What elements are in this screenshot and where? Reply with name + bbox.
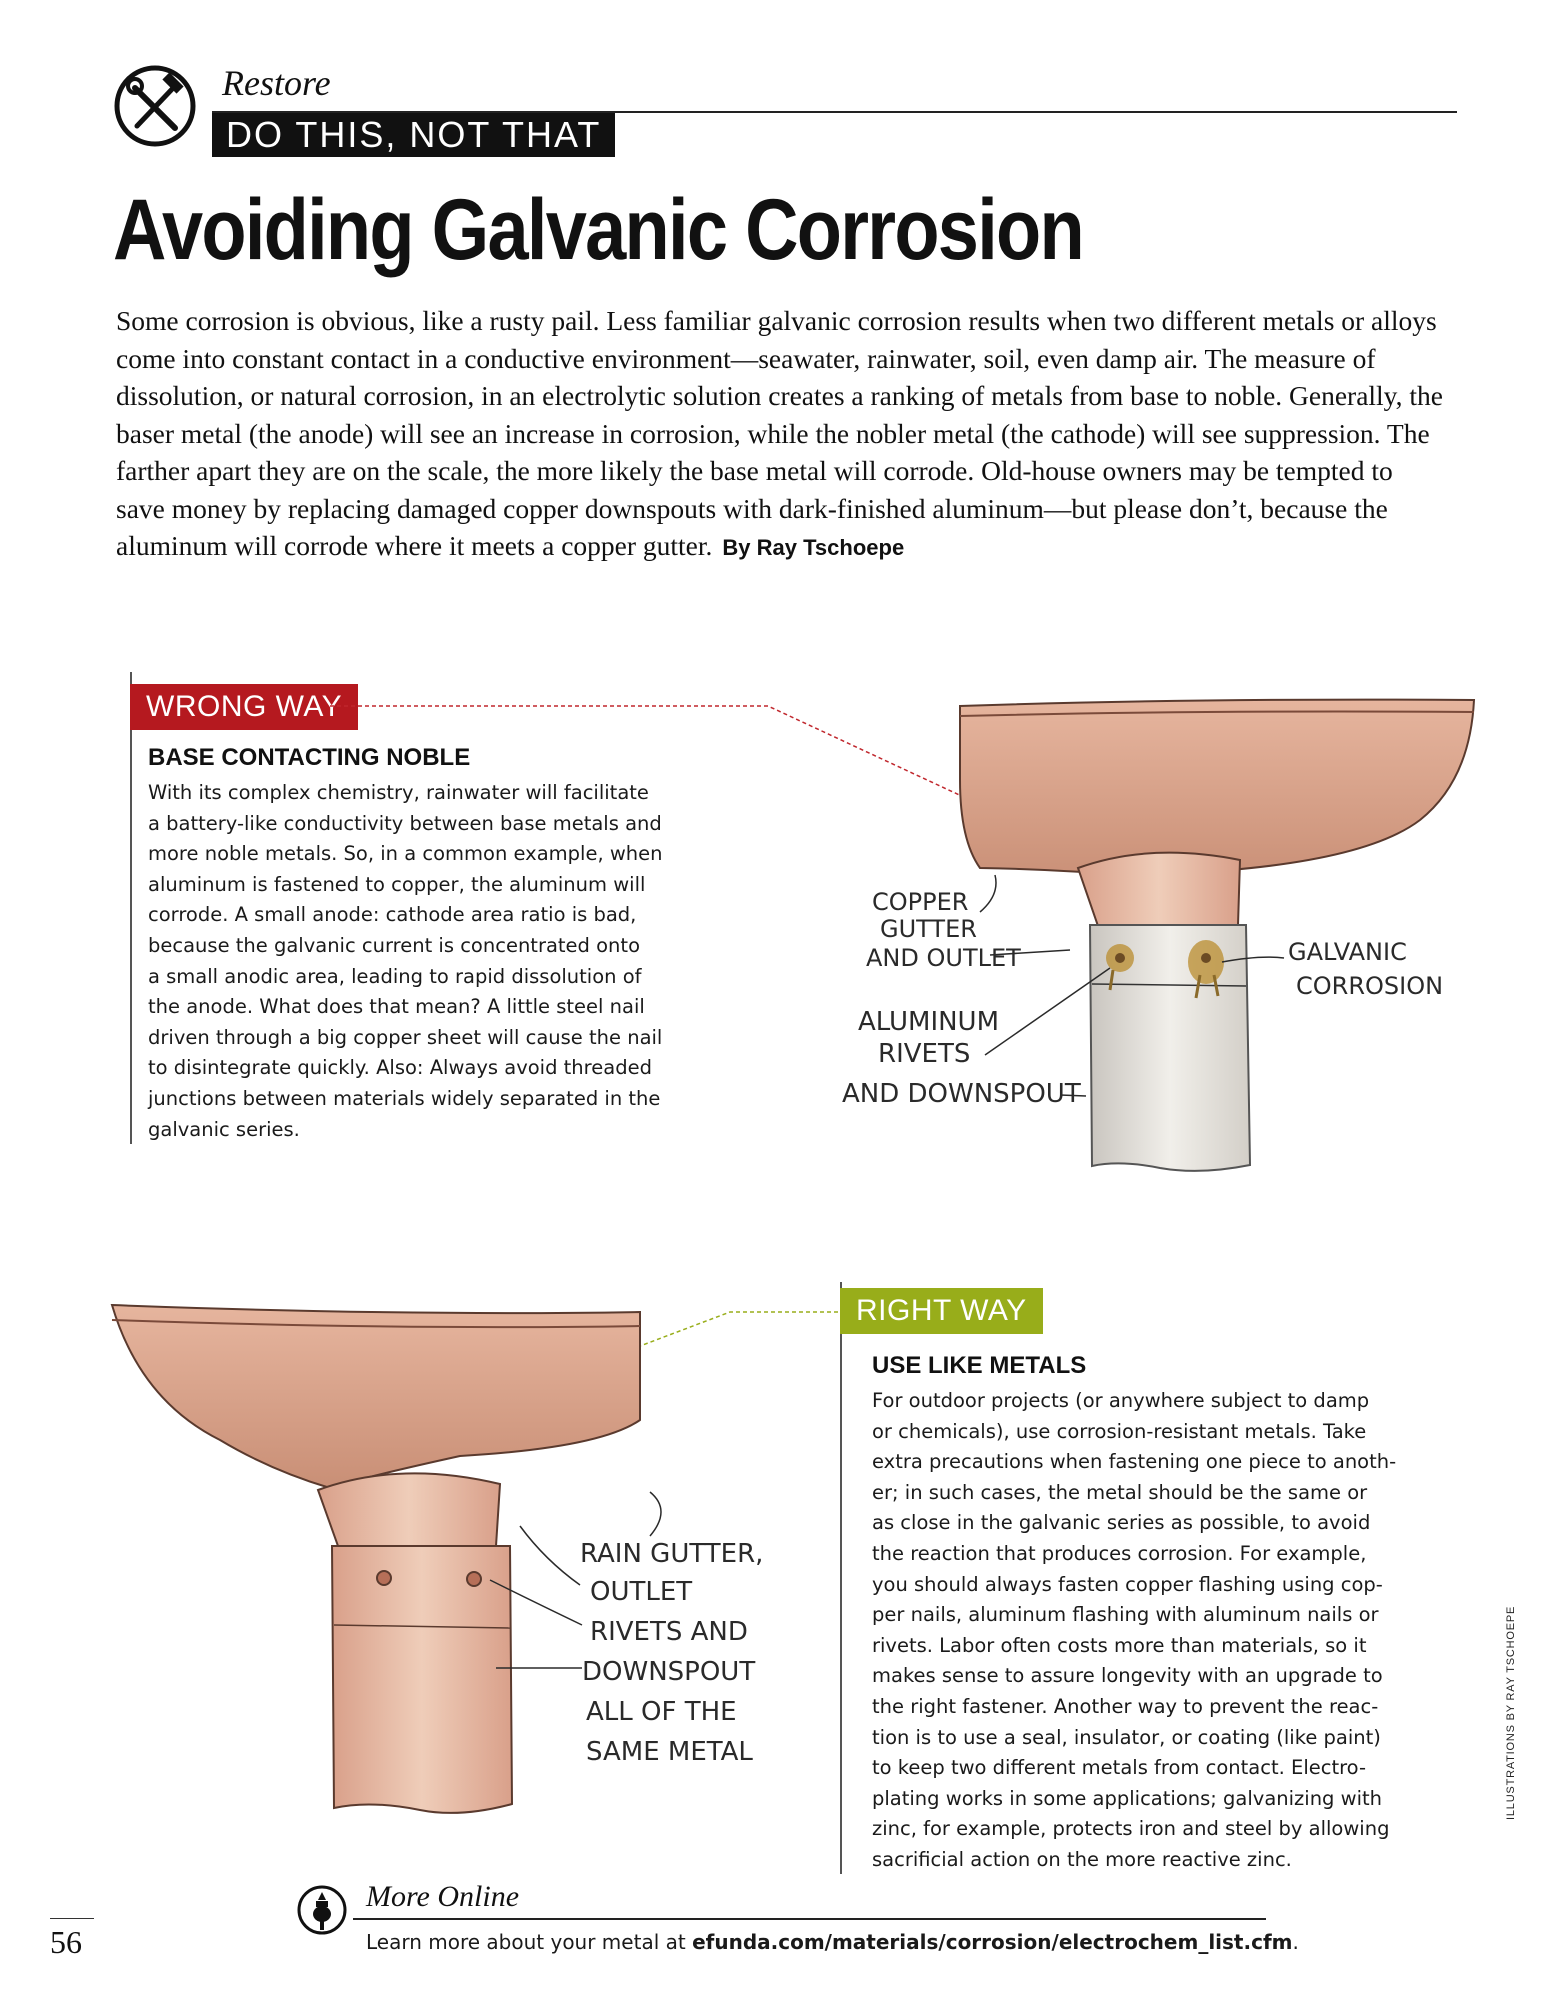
right-line: tion is to use a seal, insulator, or coating (like paint) [872, 1725, 1381, 1749]
wrong-line: to disintegrate quickly. Also: Always avoid threaded [148, 1056, 652, 1080]
right-line: the reaction that produces corrosion. For example, [872, 1541, 1367, 1565]
page-number-rule [50, 1918, 94, 1919]
wrong-line: a small anodic area, leading to rapid dissolution of [148, 964, 642, 988]
right-line: rivets. Labor often costs more than materials, so it [872, 1633, 1367, 1657]
intro-text: Some corrosion is obvious, like a rusty pail. Less familiar galvanic corrosion results when two different metals or alloys come into constant contact in a conductive environment—seawater, rainwater, soil, even damp air. The measure of dissolution, or natural corrosion, in an electrolytic solution creates a ranking of metals from base to noble. Generally, the baser metal (the anode) will see an increase in corrosion, while the nobler metal (the cathode) will see suppression. The farther apart they are on the scale, the more likely the base metal will corrode. Old-house owners may be tempted to save money by replacing damaged copper downspouts with dark-finished aluminum—but please don’t, because the aluminum will corrode where it meets a copper gutter. [116, 305, 1443, 561]
wrong-line: junctions between materials widely separated in the [148, 1086, 661, 1110]
label-downspout: DOWNSPOUT [582, 1657, 756, 1687]
wrong-line: because the galvanic current is concentrated onto [148, 933, 640, 957]
right-line: extra precautions when fastening one piece to anoth- [872, 1450, 1397, 1474]
wrong-line: aluminum is fastened to copper, the aluminum will [148, 872, 646, 896]
copper-downspout-right [332, 1546, 512, 1813]
right-line: er; in such cases, the metal should be the same or [872, 1480, 1368, 1504]
learn-more-line [366, 1930, 1299, 1954]
label-rain-gutter: RAIN GUTTER, [580, 1539, 764, 1569]
learn-more-suffix: . [1292, 1930, 1299, 1954]
wrong-line: the anode. What does that mean? A little steel nail [148, 995, 645, 1019]
right-line: sacrificial action on the more reactive zinc. [872, 1847, 1292, 1871]
label-galvanic-1: GALVANIC [1288, 938, 1407, 966]
right-line: as close in the galvanic series as possible, to avoid [872, 1511, 1371, 1535]
wrong-line: corrode. A small anode: cathode area ratio is bad, [148, 903, 637, 927]
copper-gutter-wrong [960, 700, 1474, 931]
label-aluminum-1: ALUMINUM [858, 1007, 1000, 1037]
right-line: plating works in some applications; galvanizing with [872, 1786, 1383, 1810]
byline: By Ray Tschoepe [722, 535, 905, 560]
finial-icon [296, 1884, 348, 1936]
more-online-heading: More Online [366, 1880, 520, 1913]
right-line: you should always fasten copper flashing using cop- [872, 1572, 1383, 1596]
right-line: the right fastener. Another way to prevent the reac- [872, 1694, 1379, 1718]
page-number: 56 [50, 1924, 82, 1960]
label-rivets-and: RIVETS AND [590, 1617, 748, 1647]
page-title: Avoiding Galvanic Corrosion [113, 182, 1083, 278]
right-line: zinc, for example, protects iron and steel by allowing [872, 1817, 1390, 1841]
wrong-line: more noble metals. So, in a common example, when [148, 842, 663, 866]
label-galvanic-2: CORROSION [1296, 972, 1444, 1000]
label-copper-3: AND OUTLET [866, 944, 1021, 972]
wrong-way-tag: WRONG WAY [130, 684, 358, 730]
right-line: makes sense to assure longevity with an upgrade to [872, 1664, 1383, 1688]
label-aluminum-2: RIVETS [878, 1039, 971, 1069]
wrong-line: a battery-like conductivity between base metals and [148, 811, 662, 835]
wrong-line: driven through a big copper sheet will cause the nail [148, 1025, 663, 1049]
right-line: to keep two different metals from contact. Electro- [872, 1756, 1367, 1780]
right-line: or chemicals), use corrosion-resistant metals. Take [872, 1419, 1367, 1443]
efunda-link[interactable]: efunda.com/materials/corrosion/electrochem_list.cfm [692, 1930, 1293, 1954]
wrong-line: With its complex chemistry, rainwater will facilitate [148, 781, 649, 804]
column-label: DO THIS, NOT THAT [212, 113, 615, 157]
label-copper-2: GUTTER [880, 915, 977, 943]
label-all-of-the: ALL OF THE [586, 1697, 737, 1727]
copper-gutter-right [112, 1305, 640, 1551]
section-label: Restore [222, 63, 331, 103]
wrong-line: galvanic series. [148, 1117, 300, 1141]
illustration-credit: ILLUSTRATIONS BY RAY TSCHOEPE [1505, 1605, 1517, 1820]
right-line: For outdoor projects (or anywhere subject to damp [872, 1389, 1370, 1412]
footer-rule [353, 1918, 1266, 1920]
learn-more-prefix: Learn more about your metal at [366, 1930, 693, 1954]
label-copper-1: COPPER [872, 888, 969, 916]
label-outlet: OUTLET [590, 1577, 693, 1607]
wrong-way-subhead: BASE CONTACTING NOBLE [148, 744, 471, 771]
label-aluminum-3: AND DOWNSPOUT [842, 1079, 1081, 1109]
label-same-metal: SAME METAL [586, 1737, 753, 1767]
right-way-tag: RIGHT WAY [840, 1288, 1043, 1334]
right-way-subhead: USE LIKE METALS [872, 1352, 1087, 1379]
right-line: per nails, aluminum flashing with aluminum nails or [872, 1603, 1379, 1627]
